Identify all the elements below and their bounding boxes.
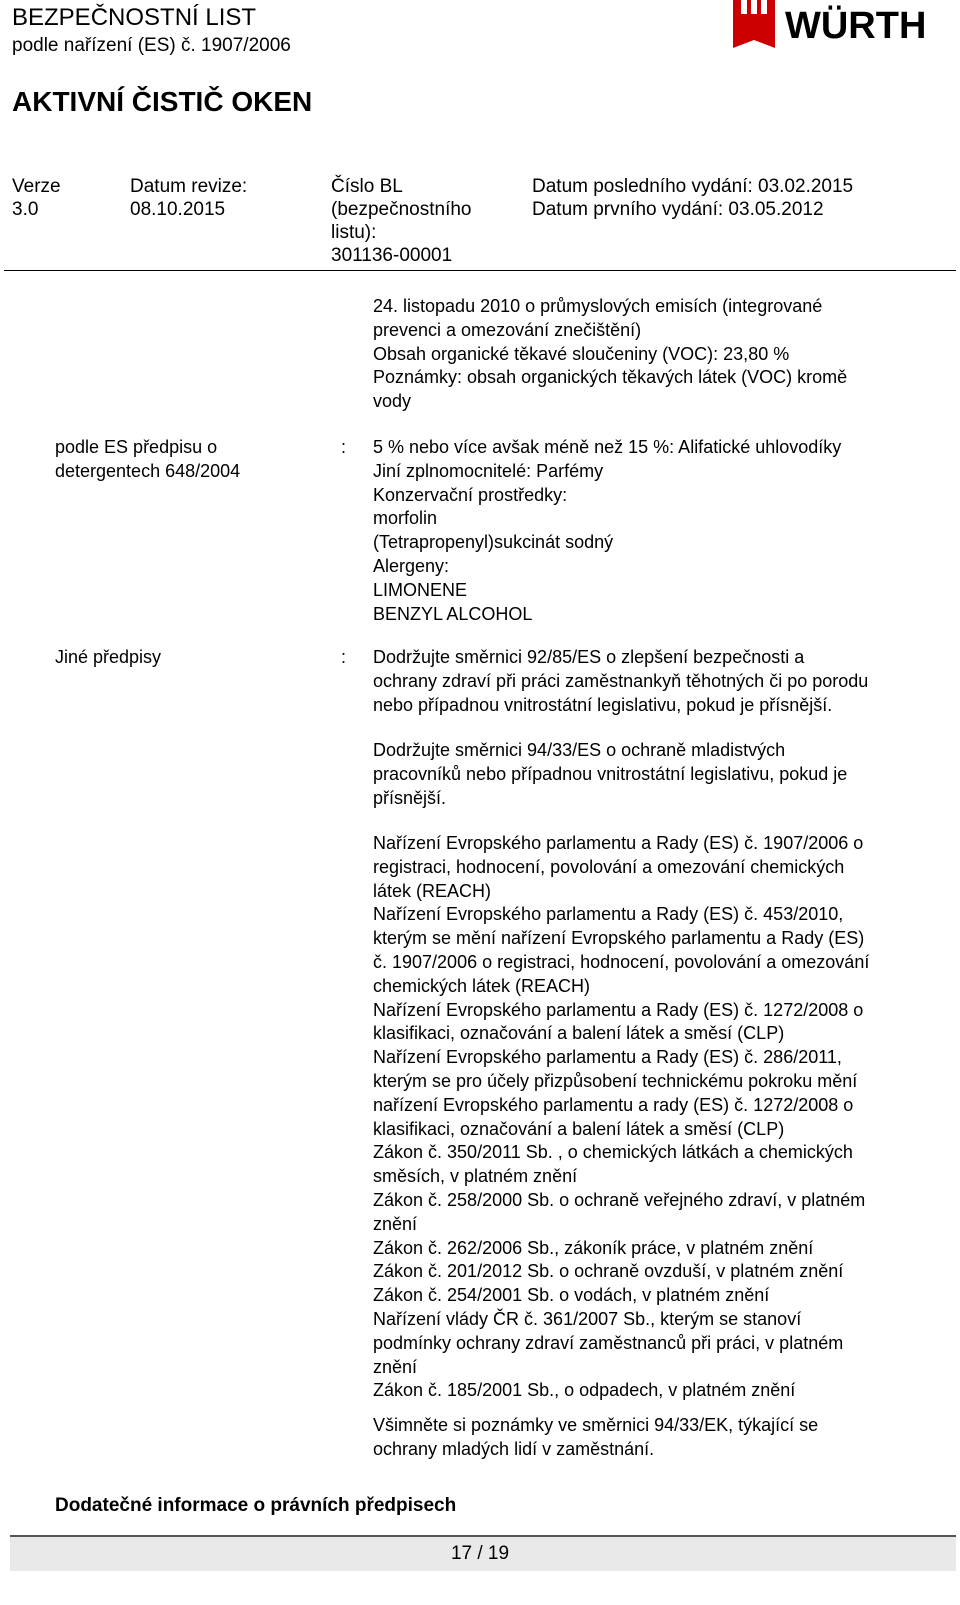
text-line: Nařízení Evropského parlamentu a Rady (ES) č. 1907/2006 o [373,833,864,853]
text-line: 5 % nebo více avšak méně než 15 %: Alifatické uhlovodíky [373,437,842,457]
text-line: ochrany mladých lidí v zaměstnání. [373,1438,655,1459]
text-line: BENZYL ALCOHOL [373,603,533,624]
text-line: ochrany zdraví při práci zaměstnankyň těhotných či po porodu [373,670,869,691]
text-line: Nařízení Evropského parlamentu a Rady (ES) č. 453/2010, [373,904,844,925]
sds-label-1: Číslo BL [331,176,403,197]
text-line: znění [373,1213,418,1234]
first-issue-date: Datum prvního vydání: 03.05.2012 [532,199,824,220]
text-line: registraci, hodnocení, povolování a omezování chemických [373,856,845,877]
text-line: znění [373,1356,418,1377]
text-line: nebo případnou vnitrostátní legislativu, pokud je přísnější. [373,694,833,715]
text-line: Nařízení vlády ČR č. 361/2007 Sb., kterým se stanoví [373,1308,802,1329]
text-line: Nařízení Evropského parlamentu a Rady (ES) č. 1272/2008 o [373,999,864,1020]
intro-block [373,295,847,414]
revision-field [130,175,247,221]
page-number: 17 / 19 [450,1543,510,1564]
version-field [12,175,61,221]
text-line: č. 1907/2006 o registraci, hodnocení, povolování a omezování [373,951,870,972]
wurth-logo-emblem [733,0,775,48]
revision-label: Datum revize: [130,176,248,197]
wurth-logo-text: WÜRTH [785,5,927,47]
version-label: Verze [12,176,61,197]
product-name: AKTIVNÍ ČISTIČ OKEN [12,86,313,117]
text-line: chemických látek (REACH) [373,975,591,996]
detergent-block [373,436,841,626]
text-line: Zákon č. 262/2006 Sb., zákoník práce, v platném znění [373,1237,814,1258]
text-line: prevenci a omezování znečištění) [373,319,642,340]
document-title: BEZPEČNOSTNÍ LIST [12,4,257,31]
text-line: směsích, v platném znění [373,1166,578,1187]
text-line: 24. listopadu 2010 o průmyslových emisích (integrované [373,296,823,316]
text-line: látek (REACH) [373,880,492,901]
sds-number-value: 301136-00001 [331,245,453,266]
label-line: podle ES předpisu o [55,437,218,457]
legislation-list [373,832,869,1403]
issue-dates-field [532,175,853,221]
regulation-reference: podle nařízení (ES) č. 1907/2006 [12,35,291,56]
text-line: Zákon č. 258/2000 Sb. o ochraně veřejného zdraví, v platném [373,1189,866,1210]
detergent-regulation-label [55,436,240,484]
version-value: 3.0 [12,199,39,220]
sds-label-3: listu): [331,222,377,243]
label-line: detergentech 648/2004 [55,460,241,481]
text-line: morfolin [373,508,438,529]
text-line: Poznámky: obsah organických těkavých látek (VOC) kromě [373,367,848,388]
sds-label-2: (bezpečnostního [331,199,472,220]
revision-value: 08.10.2015 [130,199,226,220]
text-line: Jiní zplnomocnitelé: Parfémy [373,460,604,481]
text-line: (Tetrapropenyl)sukcinát sodný [373,532,614,553]
text-line: kterým se mění nařízení Evropského parlamentu a Rady (ES) [373,928,865,949]
text-line: podmínky ochrany zdraví zaměstnanců při práci, v platném [373,1332,844,1353]
paragraph-94-33-note [373,1414,818,1462]
header-divider [4,270,956,271]
colon-separator: : [341,437,347,457]
text-line: kterým se pro účely přizpůsobení technickému pokroku mění [373,1070,858,1091]
text-line: Obsah organické těkavé sloučeniny (VOC): 23,80 % [373,343,790,364]
text-line: vody [373,391,412,412]
text-line: LIMONENE [373,579,468,600]
text-line: nařízení Evropského parlamentu a rady (ES) č. 1272/2008 o [373,1094,854,1115]
text-line: pracovníků nebo případnou vnitrostátní legislativu, pokud je [373,763,848,784]
text-line: Dodržujte směrnici 92/85/ES o zlepšení bezpečnosti a [373,647,805,667]
text-line: Zákon č. 185/2001 Sb., o odpadech, v platném znění [373,1380,796,1401]
other-regulations-label: Jiné předpisy [55,647,162,667]
colon-separator: : [341,647,347,667]
text-line: Všimněte si poznámky ve směrnici 94/33/EK, týkající se [373,1415,819,1435]
text-line: přísnější. [373,787,447,808]
text-line: klasifikaci, označování a balení látek a směsí (CLP) [373,1118,785,1139]
paragraph-94-33 [373,739,847,810]
text-line: klasifikaci, označování a balení látek a směsí (CLP) [373,1023,785,1044]
text-line: Zákon č. 254/2001 Sb. o vodách, v platném znění [373,1285,770,1306]
paragraph-92-85 [373,646,868,717]
text-line: Nařízení Evropského parlamentu a Rady (ES) č. 286/2011, [373,1047,842,1068]
wurth-logo [731,0,956,50]
additional-info-heading: Dodatečné informace o právních předpisech [55,1495,457,1516]
text-line: Alergeny: [373,555,450,576]
text-line: Konzervační prostředky: [373,484,568,505]
sds-number-field [331,175,472,267]
last-issue-date: Datum posledního vydání: 03.02.2015 [532,176,854,197]
text-line: Zákon č. 350/2011 Sb. , o chemických látkách a chemických [373,1142,853,1163]
text-line: Dodržujte směrnici 94/33/ES o ochraně mladistvých [373,740,786,760]
text-line: Zákon č. 201/2012 Sb. o ochraně ovzduší, v platném znění [373,1261,844,1282]
